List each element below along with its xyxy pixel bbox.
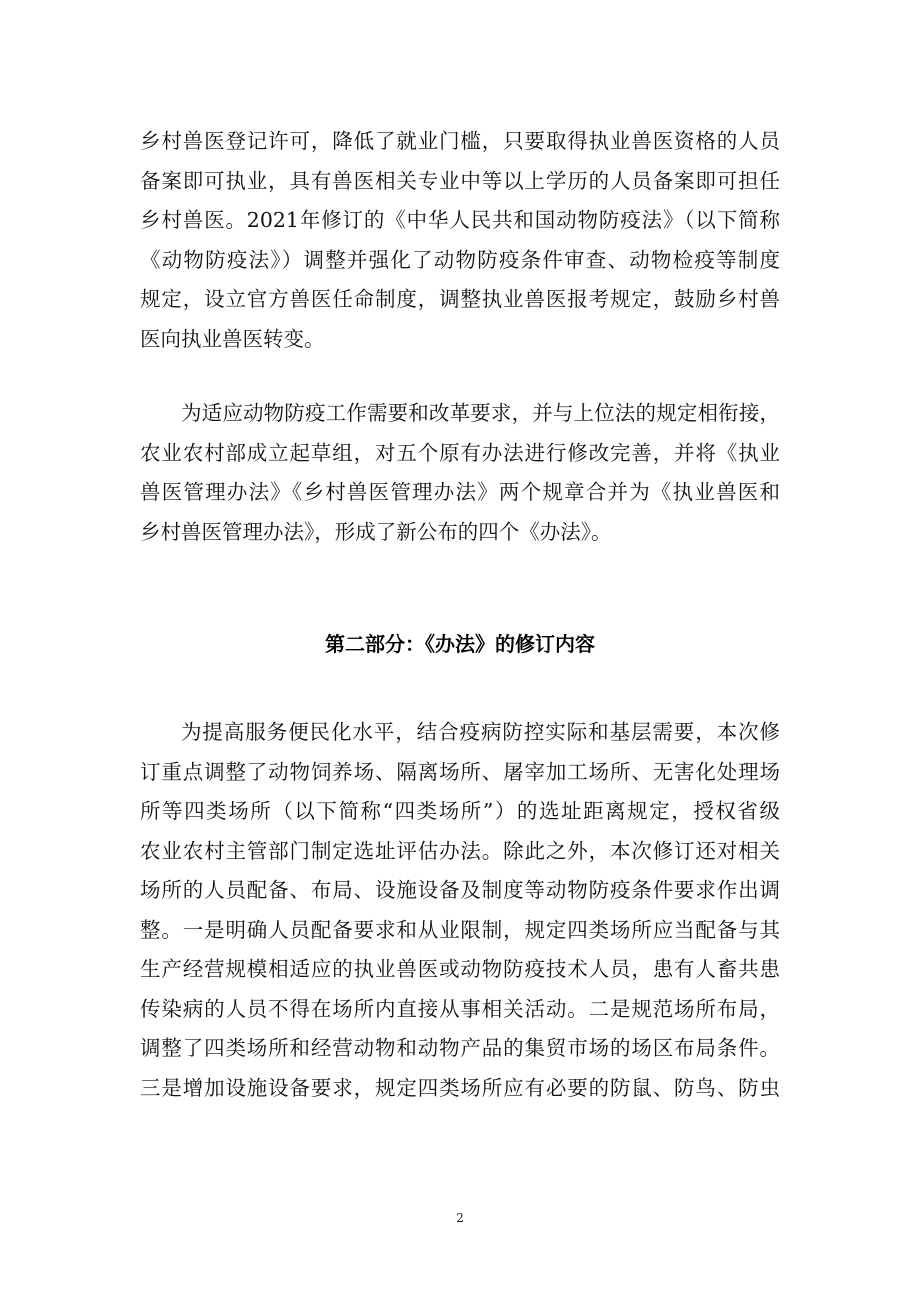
paragraph-line: 兽医管理办法》《乡村兽医管理办法》两个规章合并为《执业兽医和: [140, 480, 780, 504]
paragraph-line: 备案即可执业，具有兽医相关专业中等以上学历的人员备案即可担任: [140, 168, 780, 193]
paragraph-line: 调整了四类场所和经营动物和动物产品的集贸市场的场区布局条件。: [140, 1036, 780, 1060]
paragraph-line: 乡村兽医管理办法》，形成了新公布的四个《办法》。: [140, 519, 612, 544]
paragraph-line: 整。一是明确人员配备要求和从业限制，规定四类场所应当配备与其: [140, 917, 780, 942]
paragraph-line: 乡村兽医登记许可，降低了就业门槛，只要取得执业兽医资格的人员: [140, 129, 780, 153]
paragraph-line: 传染病的人员不得在场所内直接从事相关活动。二是规范场所布局，: [140, 996, 780, 1021]
paragraph: [140, 713, 780, 1108]
section-heading: 第二部分：《办法》的修订内容: [325, 632, 595, 656]
paragraph: [140, 394, 780, 552]
paragraph-line: 《动物防疫法》）调整并强化了动物防疫条件审查、动物检疫等制度: [140, 247, 780, 272]
paragraph-line: 规定，设立官方兽医任命制度，调整执业兽医报考规定，鼓励乡村兽: [140, 287, 780, 311]
paragraph-line: 订重点调整了动物饲养场、隔离场所、屠宰加工场所、无害化处理场: [140, 759, 780, 784]
paragraph-line: 为提高服务便民化水平，结合疫病防控实际和基层需要，本次修: [181, 720, 780, 744]
paragraph-line: 生产经营规模相适应的执业兽医或动物防疫技术人员，患有人畜共患: [140, 957, 780, 981]
paragraph-line: 农业农村部成立起草组，对五个原有办法进行修改完善，并将《执业: [140, 440, 780, 465]
paragraph-line: 医向执业兽医转变。: [140, 326, 325, 351]
paragraph-line: 农业农村主管部门制定选址评估办法。除此之外，本次修订还对相关: [140, 838, 780, 863]
paragraph-line: 乡村兽医。2021年修订的《中华人民共和国动物防疫法》（以下简称: [140, 208, 780, 232]
paragraph-line: 为适应动物防疫工作需要和改革要求，并与上位法的规定相衔接，: [181, 401, 780, 425]
paragraph-line: 场所的人员配备、布局、设施设备及制度等动物防疫条件要求作出调: [140, 878, 780, 902]
paragraph-line: 三是增加设施设备要求，规定四类场所应有必要的防鼠、防鸟、防虫: [140, 1075, 780, 1100]
paragraph-line: 所等四类场所（以下简称“四类场所”）的选址距离规定，授权省级: [140, 799, 780, 823]
page-number: 2: [456, 1211, 464, 1225]
paragraph-continuation: [140, 122, 780, 359]
